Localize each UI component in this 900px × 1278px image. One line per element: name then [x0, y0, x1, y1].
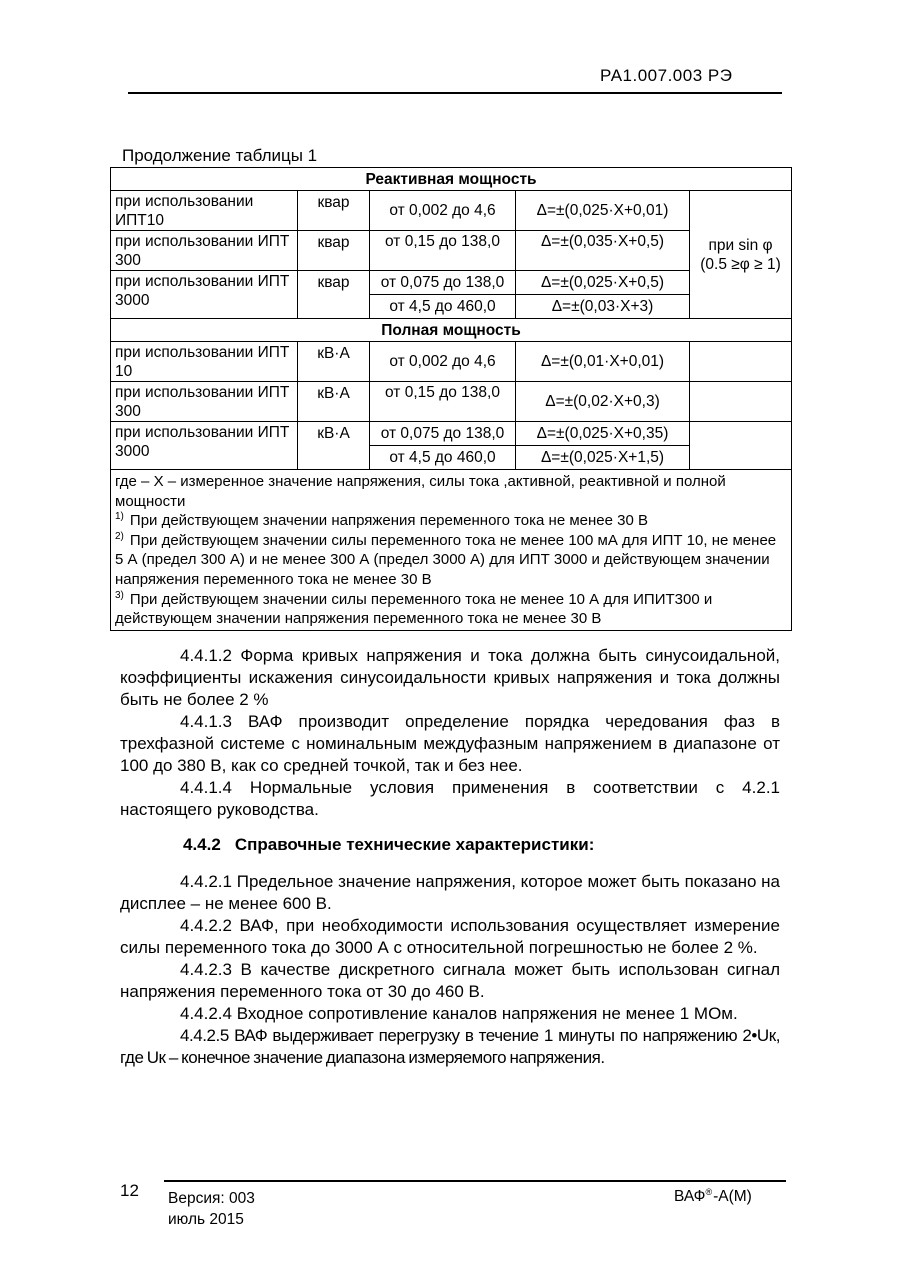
- section-row-reactive: [111, 168, 792, 191]
- table-row: [111, 422, 792, 446]
- footnote-mark: 3): [115, 589, 124, 601]
- empty-note-cell: [690, 422, 792, 470]
- paragraph: 4.4.2.2 ВАФ, при необходимости использования осуществляет измерение силы переменного тока до 3000 А с относительной погрешностью не более 2 %.: [120, 916, 780, 957]
- body-block-b: [120, 871, 780, 1069]
- section-row-full: [111, 319, 792, 342]
- empty-note-cell: [690, 342, 792, 382]
- product-name: ВАФ®-А(М): [674, 1186, 752, 1205]
- error-cell: Δ=±(0,03·X+3): [516, 295, 690, 319]
- condition-cell: при использовании ИПТ 10: [111, 342, 298, 382]
- error-cell: Δ=±(0,025·X+0,35): [516, 422, 690, 446]
- section-title-reactive: Реактивная мощность: [111, 168, 792, 191]
- error-cell: Δ=±(0,02·X+0,3): [516, 382, 690, 422]
- header-rule: [128, 92, 782, 94]
- unit-cell: кВ·А: [298, 382, 370, 422]
- table-row: [111, 271, 792, 295]
- paragraph: 4.4.2.4 Входное сопротивление каналов напряжения не менее 1 МОм.: [180, 1004, 738, 1023]
- unit-cell: квар: [298, 191, 370, 231]
- doc-code: РА1.007.003 РЭ: [600, 66, 733, 85]
- body-block-a: [120, 645, 780, 821]
- footer-rule: [164, 1180, 786, 1182]
- table-caption: Продолжение таблицы 1: [122, 146, 318, 165]
- paragraph: 4.4.1.2 Форма кривых напряжения и тока должна быть синусоидальной, коэффициенты искажения синусоидальности кривых напряжения и тока должны быть не более 2 %: [120, 646, 780, 709]
- footnote-3: $^{3)}$ При действующем значении силы переменного тока не менее 10 А для ИПИТ300 и действующем значении напряжения переменного тока не менее 30 В: [115, 589, 713, 628]
- error-cell: Δ=±(0,035·X+0,5): [516, 231, 690, 271]
- unit-cell: квар: [298, 271, 370, 319]
- range-cell: от 0,075 до 138,0: [370, 271, 516, 295]
- paragraph: 4.4.2.3 В качестве дискретного сигнала может быть использован сигнал напряжения переменного тока от 30 до 460 В.: [120, 960, 780, 1001]
- table-row: [111, 382, 792, 422]
- range-cell: от 0,075 до 138,0: [370, 422, 516, 446]
- unit-cell: квар: [298, 231, 370, 271]
- range-cell: от 0,15 до 138,0: [370, 231, 516, 271]
- spec-table: [110, 167, 792, 631]
- paragraph: 4.4.2.1 Предельное значение напряжения, которое может быть показано на дисплее – не менее 600 В.: [120, 872, 780, 913]
- version-block: [168, 1188, 255, 1230]
- range-cell: от 4,5 до 460,0: [370, 295, 516, 319]
- table-notes: [111, 470, 792, 631]
- version-date: июль 2015: [168, 1211, 244, 1228]
- table-row: [111, 342, 792, 382]
- condition-cell: при использовании ИПТ 300: [111, 231, 298, 271]
- registered-mark: ®: [705, 1186, 713, 1197]
- table-row: [111, 231, 792, 271]
- paragraph: 4.4.1.3 ВАФ производит определение порядка чередования фаз в трехфазной системе с номинальным междуфазным напряжением в диапазоне от 100 до 380 В, как со средней точкой, так и без нее.: [120, 712, 780, 775]
- range-cell: от 0,15 до 138,0: [370, 382, 516, 422]
- unit-cell: кВ·А: [298, 342, 370, 382]
- range-cell: от 0,002 до 4,6: [370, 342, 516, 382]
- range-cell: от 4,5 до 460,0: [370, 446, 516, 470]
- version-label: Версия: 003: [168, 1190, 255, 1207]
- footnote-2: $^{2)}$ При действующем значении силы переменного тока не менее 100 мА для ИПТ 10, не менее 5 А (предел 300 А) и не менее 300 А (предел 3000 А) для ИПТ 3000 и действующем значении напряжения переменного тока не менее 30 В: [115, 530, 777, 588]
- section-heading: [183, 835, 594, 855]
- note-where: где – X – измеренное значение напряжения, силы тока ,активной, реактивной и полной мощности: [115, 473, 726, 510]
- condition-cell: при использовании ИПТ 300: [111, 382, 298, 422]
- notes-row: [111, 470, 792, 631]
- empty-note-cell: [690, 382, 792, 422]
- error-cell: Δ=±(0,025·X+1,5): [516, 446, 690, 470]
- footnote-mark: 1): [115, 511, 124, 523]
- error-cell: Δ=±(0,025·X+0,01): [516, 191, 690, 231]
- paragraph: 4.4.2.5 ВАФ выдерживает перегрузку в течение 1 минуты по напряжению 2•Uк, где Uк – конечное значение диапазона измеряемого напряжения.: [120, 1026, 780, 1067]
- condition-cell: при использовании ИПТ10: [111, 191, 298, 231]
- footnote-mark: 2): [115, 530, 124, 542]
- error-cell: Δ=±(0,025·X+0,5): [516, 271, 690, 295]
- paragraph: 4.4.1.4 Нормальные условия применения в соответствии с 4.2.1 настоящего руководства.: [120, 778, 780, 819]
- note-cell: при sin φ (0.5 ≥φ ≥ 1): [690, 191, 792, 319]
- section-title: Справочные технические характеристики:: [234, 835, 595, 854]
- table-row: [111, 191, 792, 231]
- unit-cell: кВ·А: [298, 422, 370, 470]
- page-number: 12: [120, 1181, 139, 1200]
- condition-cell: при использовании ИПТ 3000: [111, 422, 298, 470]
- section-title-full: Полная мощность: [111, 319, 792, 342]
- section-number: 4.4.2: [183, 835, 221, 854]
- footnote-1: $^{1)}$ При действующем значении напряжения переменного тока не менее 30 В: [115, 511, 648, 530]
- condition-cell: при использовании ИПТ 3000: [111, 271, 298, 319]
- error-cell: Δ=±(0,01·X+0,01): [516, 342, 690, 382]
- range-cell: от 0,002 до 4,6: [370, 191, 516, 231]
